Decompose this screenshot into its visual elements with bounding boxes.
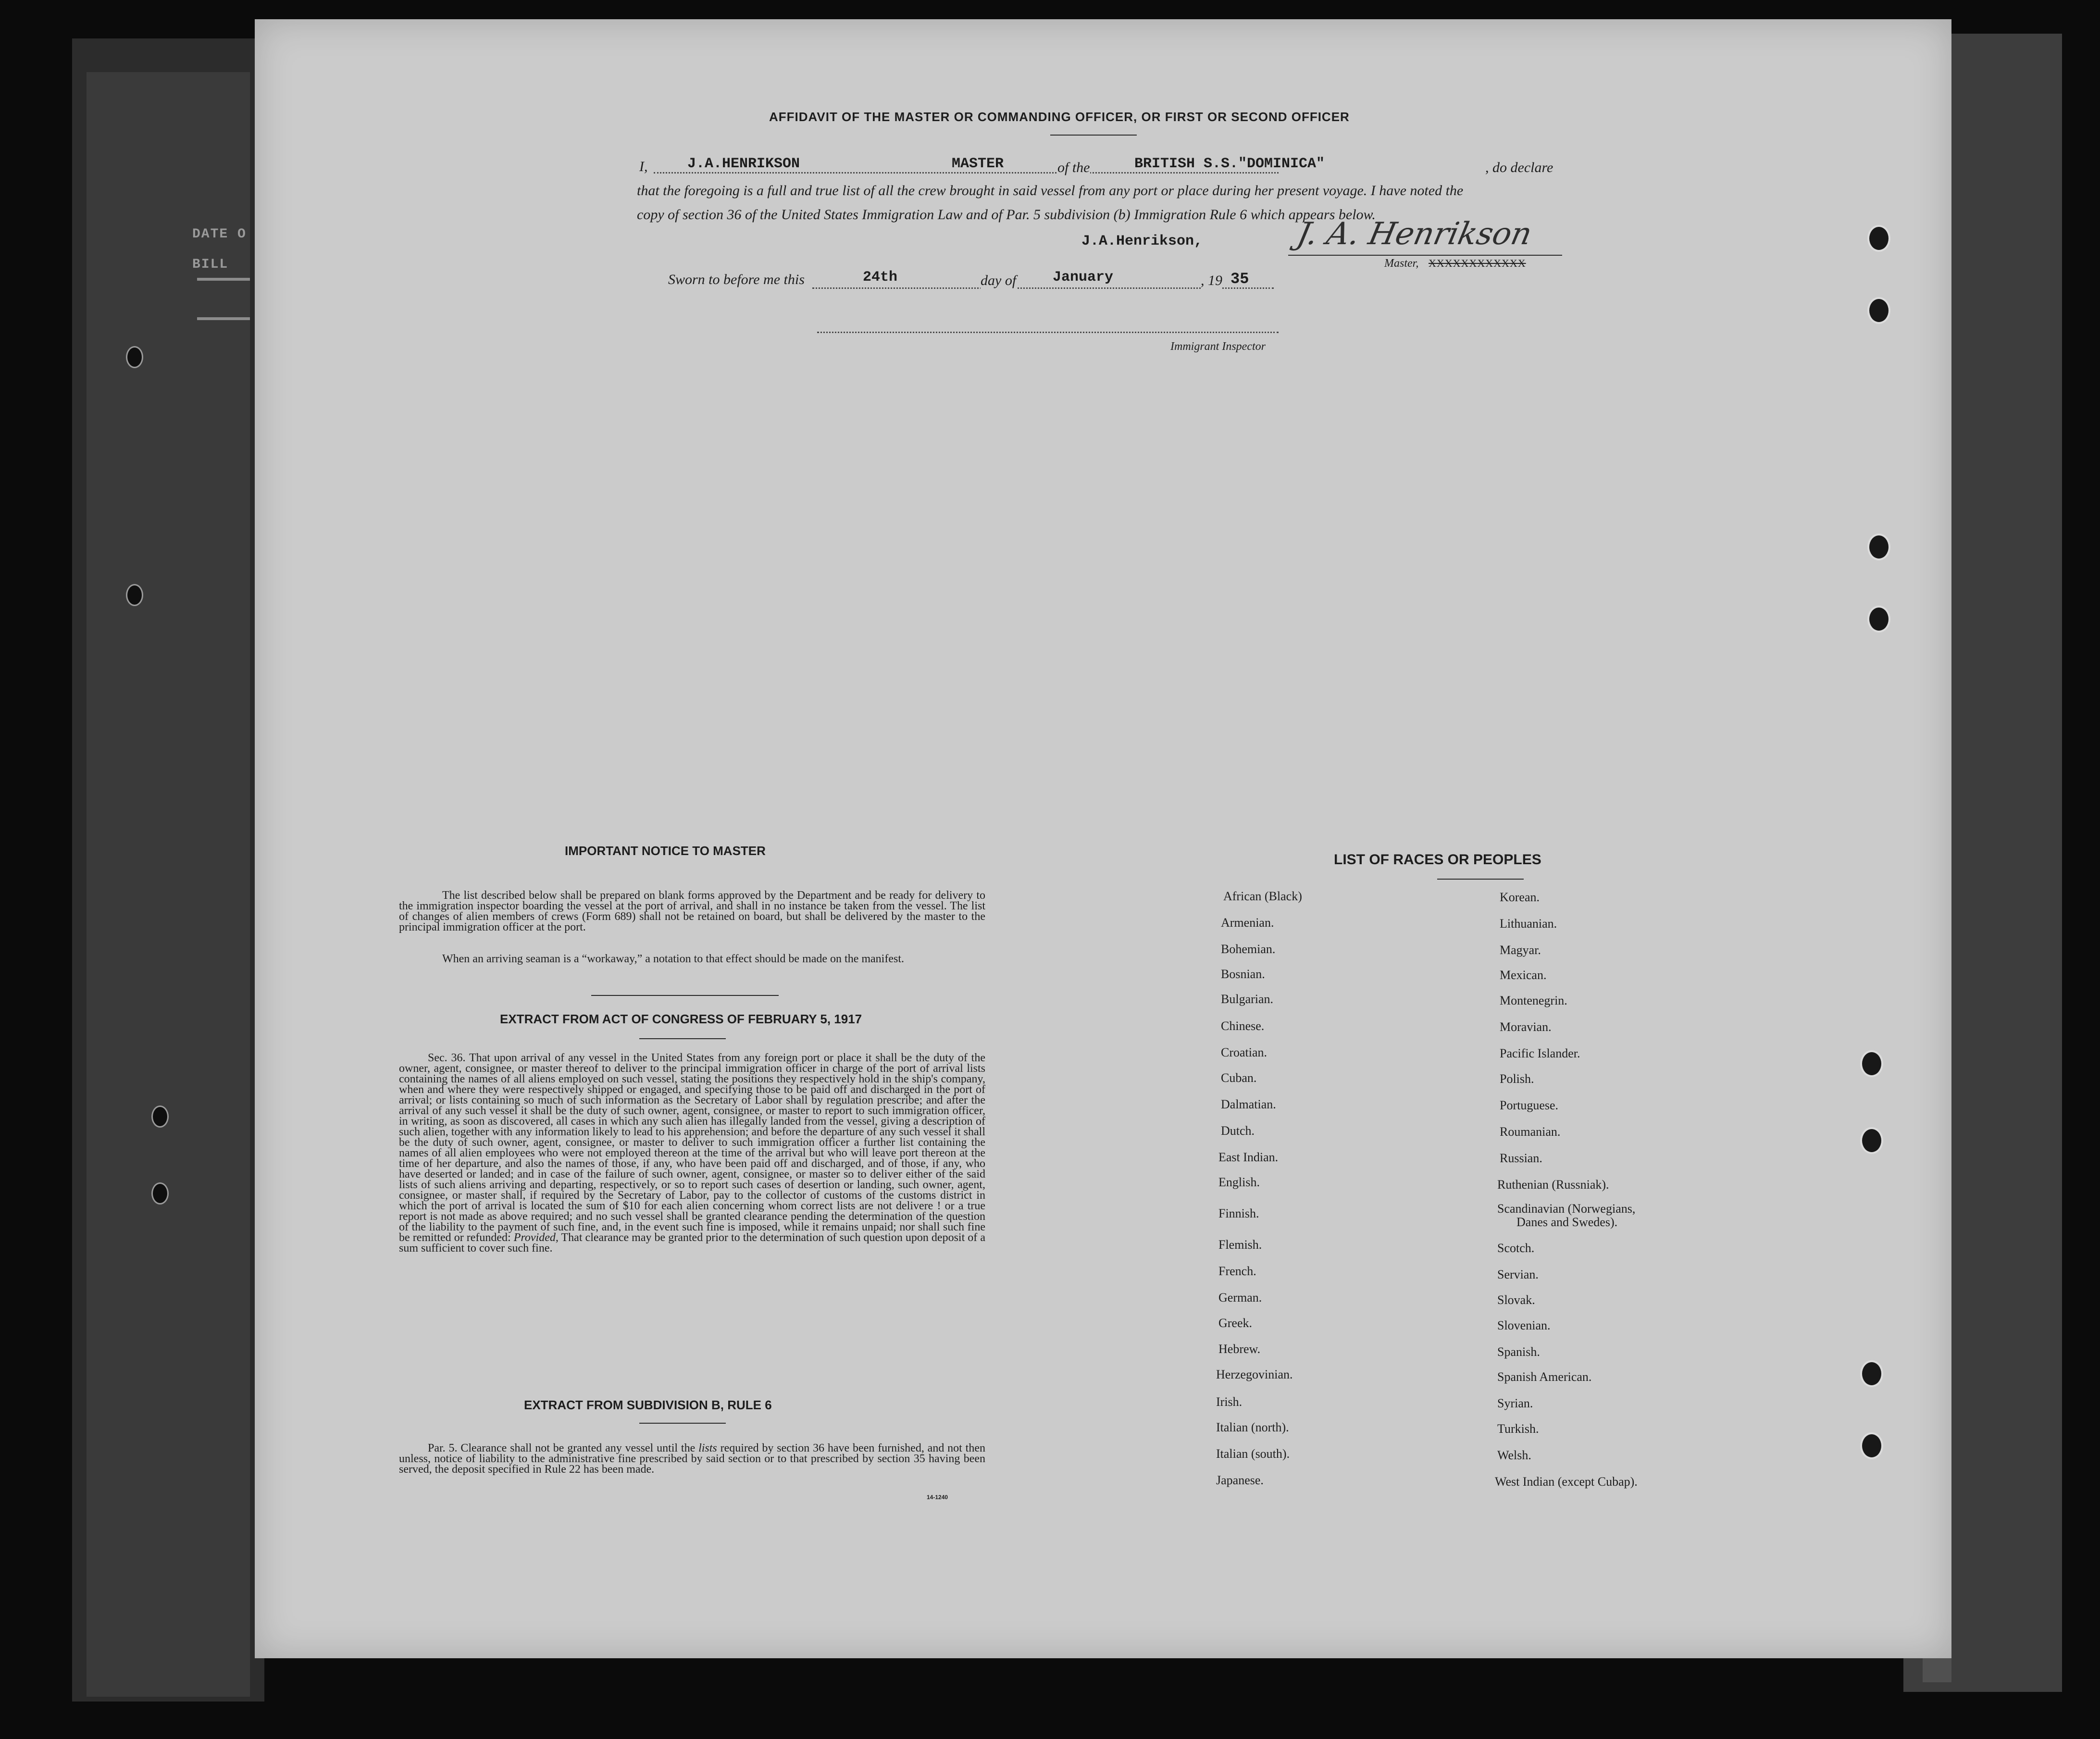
- race-item: Roumanian.: [1500, 1125, 1561, 1139]
- race-item: Dalmatian.: [1221, 1097, 1276, 1111]
- sworn-month-field: January: [1053, 269, 1114, 286]
- year-prefix-label: , 19: [1201, 273, 1222, 288]
- race-item: Turkish.: [1497, 1422, 1539, 1436]
- race-item: Portuguese.: [1500, 1098, 1559, 1112]
- form-number: 14-1240: [927, 1494, 948, 1501]
- race-item: Hebrew.: [1218, 1342, 1261, 1356]
- inspector-label: Immigrant Inspector: [1170, 340, 1266, 353]
- affidavit-line-3: copy of section 36 of the United States Immigration Law and of Par. 5 subdivision (b) Immigration Rule 6 which appears below.: [637, 207, 1376, 223]
- race-item: Bulgarian.: [1221, 992, 1274, 1006]
- provided-label: Provided,: [513, 1231, 559, 1244]
- race-item: Japanese.: [1216, 1473, 1264, 1487]
- sworn-label: Sworn to before me this: [668, 272, 805, 287]
- race-item: French.: [1218, 1264, 1256, 1278]
- section-36-tail: That clearance may be granted prior to the determination of such question upon deposit of a sum sufficient to cover such fine.: [399, 1231, 985, 1255]
- left-tab-rule: [197, 278, 250, 281]
- race-item: Mexican.: [1500, 968, 1547, 982]
- section-36-body: That upon arrival of any vessel in the United States from any foreign port or place it shall be the duty of the owner, agent, consignee, or master thereof to deliver to the principal immigration officer in charge of the port of arrival lists containing the names of all aliens employed on such vessel, stating the positions they respectively hold in the ship's company, when and where they were respectively shipped or engaged, and specifying those to be paid off and discharged in the port of arrival; or lists containing so much of such information as the Secretary of Labor shall by regulation prescribe; and after the arrival of any such vessel it shall be the duty of such owner, agent, consignee, or master to report to such immigration officer, in writing, as soon as discovered, all cases in which any such alien has illegally landed from the vessel, giving a description of such alien, together with any information likely to lead to his apprehension; and before the departure of any such vessel it shall be the duty of such owner, agent, consignee, or master to deliver to such immigration officer a further list containing the names of all alien employees who were not employed thereon at the time of the arrival but who will leave port thereon at the time of her departure, and also the names of those, if any, who have been paid off and discharged, and of those, if any, who have deserted or landed; and in case of the failure of such owner, agent, consignee, or master so to deliver either of the said lists of such aliens arriving and departing, respectively, or so to report such cases of desertion or landing, such owner, agent, consignee, or master shall, if required by the Secretary of Labor, pay to the collector of customs of the customs district in which the port of arrival is located the sum of $10 for each alien concerning whom correct lists are not delivere ! or a true report is not made as above required; and no such vessel shall be granted clearance pending the determination of the question of the liability to the payment of such fine, and, in the event such fine is imposed, while it remains unpaid; nor shall such fine be remitted or refunded:: [399, 1052, 985, 1244]
- race-item: Flemish.: [1218, 1238, 1262, 1252]
- master-label-struck: XXXXXXXXXXXX: [1429, 257, 1526, 269]
- punch-hole: [1860, 1360, 1883, 1387]
- race-item: Moravian.: [1500, 1020, 1552, 1034]
- race-item: Greek.: [1218, 1316, 1253, 1330]
- punch-hole: [1867, 534, 1890, 560]
- punch-hole: [1867, 606, 1890, 633]
- section-divider: [591, 995, 779, 996]
- race-item: Pacific Islander.: [1500, 1046, 1580, 1060]
- race-item: English.: [1218, 1175, 1260, 1189]
- vessel-name-field: BRITISH S.S."DOMINICA": [1134, 156, 1325, 172]
- race-item: Italian (south).: [1216, 1447, 1290, 1461]
- title-underline: [1437, 879, 1524, 880]
- race-item: African (Black): [1223, 889, 1302, 903]
- race-item: Italian (north).: [1216, 1420, 1289, 1434]
- title-underline: [639, 1423, 726, 1424]
- title-underline: [639, 1038, 726, 1039]
- section-36-text: [399, 1053, 985, 1254]
- race-item: Korean.: [1500, 890, 1540, 904]
- race-item: Slovenian.: [1497, 1318, 1551, 1332]
- notice-title: IMPORTANT NOTICE TO MASTER: [565, 844, 766, 858]
- sworn-day-field: 24th: [863, 269, 898, 286]
- left-tab-label-date: DATE O: [192, 227, 247, 242]
- race-item: Irish.: [1216, 1395, 1243, 1409]
- punch-hole: [1867, 297, 1890, 324]
- punch-hole: [151, 1182, 169, 1205]
- race-item: Russian.: [1500, 1151, 1542, 1165]
- race-item: Montenegrin.: [1500, 994, 1567, 1007]
- race-item: Dutch.: [1221, 1124, 1255, 1138]
- do-declare-label: , do declare: [1485, 160, 1553, 175]
- manifest-page: [255, 19, 1951, 1658]
- master-label: Master,: [1384, 257, 1419, 270]
- race-item: Herzegovinian.: [1216, 1367, 1293, 1381]
- affidavit-fill-line: [654, 172, 1279, 174]
- inspector-signature-line: [817, 332, 1279, 333]
- race-item: Slovak.: [1497, 1293, 1535, 1307]
- affidavit-line-2: that the foregoing is a full and true list of all the crew brought in said vessel from any port or place during her present voyage. I have noted the: [637, 183, 1464, 199]
- race-item: Polish.: [1500, 1072, 1534, 1086]
- race-item-continued: Danes and Swedes).: [1516, 1215, 1618, 1229]
- underlying-sheet-edge: [87, 72, 250, 1697]
- of-the-label: of the: [1057, 160, 1090, 175]
- rule-body: required by section 36 have been furnished, and not then unless, notice of liability to the administrative fine prescribed by said section or to that prescribed by section 35 having been served, the deposit specified in Rule 22 has been made.: [399, 1442, 985, 1476]
- race-item: Ruthenian (Russniak).: [1497, 1178, 1609, 1192]
- punch-hole: [151, 1106, 169, 1128]
- race-item: Bosnian.: [1221, 967, 1265, 981]
- race-item: Armenian.: [1221, 916, 1274, 930]
- section-label: Sec. 36.: [428, 1052, 466, 1064]
- master-rank-field: MASTER: [952, 156, 1004, 172]
- lists-word: lists: [698, 1442, 717, 1454]
- punch-hole: [126, 346, 143, 368]
- race-item: Scandinavian (Norwegians,: [1497, 1202, 1636, 1216]
- race-item: East Indian.: [1218, 1150, 1279, 1164]
- notice-paragraph-1: The list described below shall be prepared on blank forms approved by the Department and be ready for delivery to the immigration inspector boarding the vessel at the port of arrival, and shall in no instance be taken from the vessel. The list of changes of alien members of crews (Form 689) shall not be retained on board, but shall be delivered by the master to the principal immigration officer at the port.: [399, 889, 985, 933]
- title-underline: [1050, 135, 1137, 136]
- rule-lead: Par. 5. Clearance shall not be granted any vessel until the: [428, 1442, 696, 1454]
- race-item: Magyar.: [1500, 943, 1541, 957]
- punch-hole: [126, 584, 143, 606]
- race-item: Lithuanian.: [1500, 917, 1557, 931]
- day-of-label: day of: [981, 273, 1017, 288]
- races-title: LIST OF RACES OR PEOPLES: [1334, 852, 1541, 868]
- affidavit-title: AFFIDAVIT OF THE MASTER OR COMMANDING OFFICER, OR FIRST OR SECOND OFFICER: [769, 110, 1350, 124]
- notice-paragraph-2: When an arriving seaman is a “workaway,” a notation to that effect should be made on the manifest.: [442, 953, 904, 965]
- race-item: Cuban.: [1221, 1071, 1257, 1085]
- rule-extract-title: EXTRACT FROM SUBDIVISION B, RULE 6: [524, 1398, 772, 1412]
- act-extract-title: EXTRACT FROM ACT OF CONGRESS OF FEBRUARY 5, 1917: [500, 1012, 862, 1026]
- race-item: Spanish.: [1497, 1345, 1540, 1359]
- race-item: Bohemian.: [1221, 942, 1276, 956]
- sworn-year-field: 35: [1230, 270, 1249, 288]
- punch-hole: [1860, 1050, 1883, 1077]
- race-item: Scotch.: [1497, 1241, 1535, 1255]
- rule-paragraph: [399, 1443, 985, 1475]
- signature-line: [1288, 255, 1562, 256]
- race-item: West Indian (except Cubap).: [1495, 1475, 1638, 1489]
- race-item: Chinese.: [1221, 1019, 1265, 1033]
- punch-hole: [1860, 1127, 1883, 1154]
- left-tab-label-bill: BILL: [192, 257, 229, 272]
- master-name-field: J.A.HENRIKSON: [687, 156, 800, 172]
- left-tab-rule: [197, 317, 250, 320]
- race-item: Croatian.: [1221, 1045, 1267, 1059]
- race-item: Finnish.: [1218, 1206, 1259, 1220]
- master-signature: J. A. Henrikson: [1294, 216, 1535, 252]
- punch-hole: [1867, 225, 1890, 252]
- race-item: Syrian.: [1497, 1396, 1533, 1410]
- punch-hole: [1860, 1432, 1883, 1459]
- race-item: Welsh.: [1497, 1448, 1531, 1462]
- typed-master-name: J.A.Henrikson,: [1081, 233, 1203, 249]
- race-item: Spanish American.: [1497, 1370, 1592, 1384]
- race-item: Servian.: [1497, 1267, 1539, 1281]
- race-item: German.: [1218, 1291, 1262, 1304]
- affidavit-i: I,: [639, 159, 648, 174]
